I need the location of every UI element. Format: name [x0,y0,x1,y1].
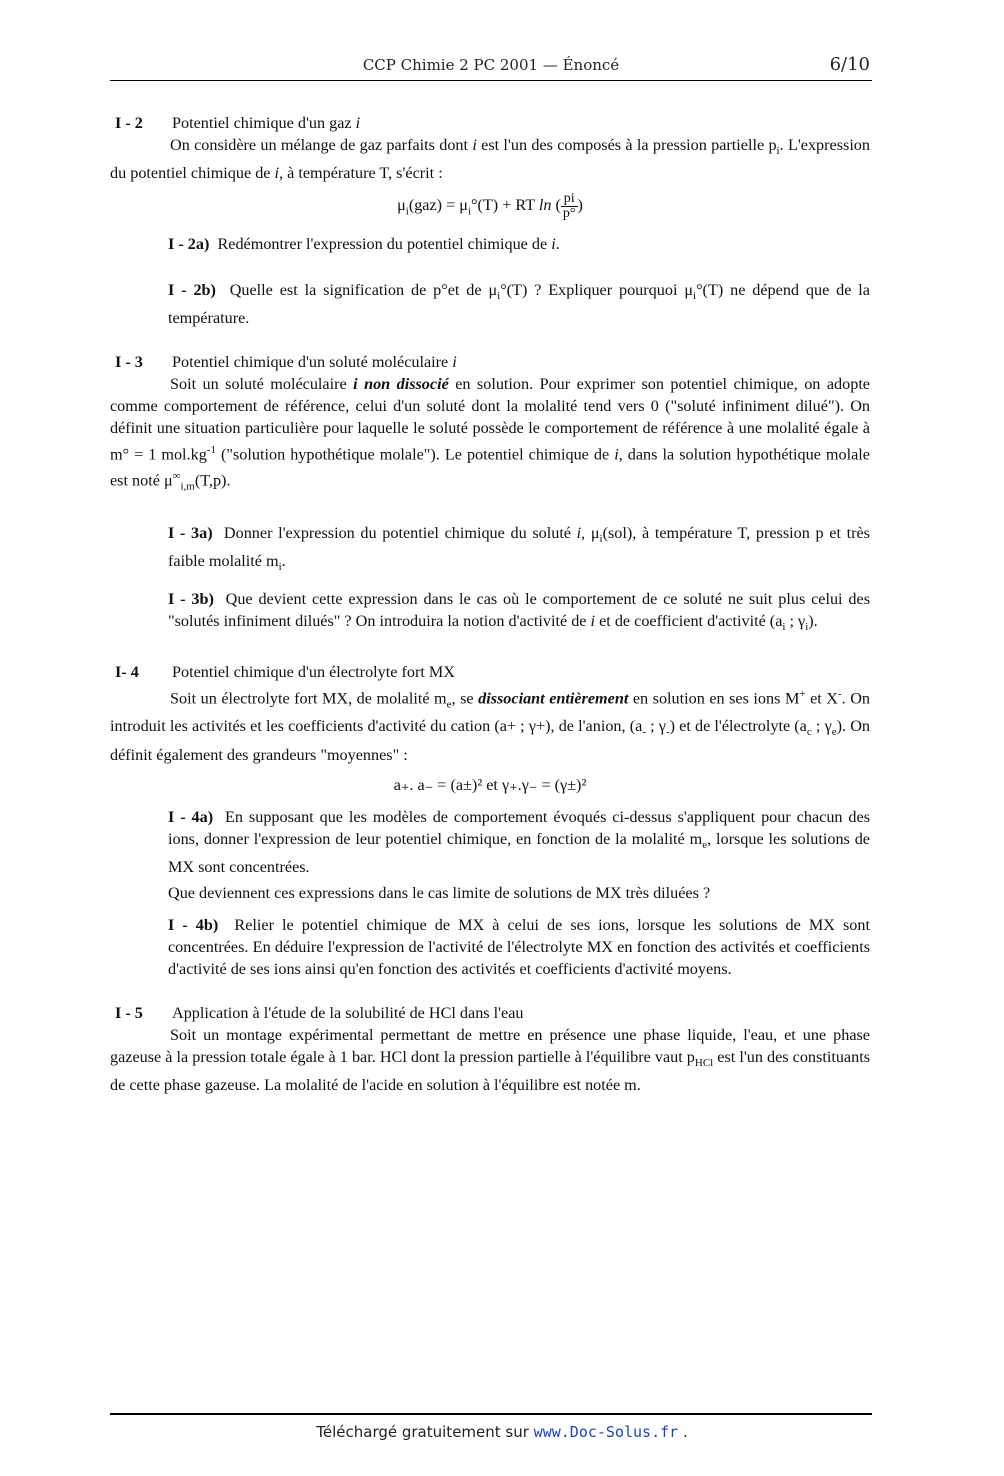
section-number: I - 2 [115,114,143,132]
section-heading [110,112,870,134]
question-i-4b: I - 4b) Relier le potentiel chimique de MX à celui de ses ions, lorsque les solutions de MX sont concentrées. En déduire l'expression de l'activité de l'électrolyte MX en fonction des activités et coefficients d'activité de ses ions ainsi qu'en fonction des activités et coefficients d'activité moyens. [168,915,870,978]
section-heading [110,1002,870,1024]
question-i-3a: I - 3a) Donner l'expression du potentiel chimique du soluté i, $\mu_i(sol)$, à température T, pression p et très faible molalité $m_i$. [168,523,870,574]
question-i-2a: I - 2a) Redémontrer l'expression du potentiel chimique de i. [168,234,560,253]
doc-solus-link[interactable]: www.Doc-Solus.fr [533,1423,679,1441]
section-title: Potentiel chimique d'un soluté moléculaire i [172,352,457,371]
section-paragraph: Soit un soluté moléculaire i non dissocié en solution. Pour exprimer son potentiel chimique, on adopte comme comportement de référence, celui d'un soluté dont la molalité tend vers 0 ("soluté infiniment dilué"). On définit une situation particulière pour laquelle le soluté possède le comportement de référence à une molalité égale à m° = 1 $mol.kg^{-1}$ ("solution hypothétique molale"). Le potentiel chimique de i, dans la solution hypothétique molale est noté $\mu^\infty_{i,m}(T,p)$. [110,374,870,493]
section-i-3 [110,351,870,639]
section-number: I- 4 [115,662,139,681]
footer-rule [110,1413,872,1415]
document-body [110,112,870,1118]
section-number: I - 3 [115,352,143,371]
section-i-2 [110,112,870,329]
formula-gas-potential: $\mu_i(gaz) = \mu_i^\circ(T)$ + RT ln ( $\frac{pi}{p^\circ}$ ) [397,191,583,222]
section-heading [110,351,870,373]
document-title: CCP Chimie 2 PC 2001 — Énoncé [362,56,620,74]
question-i-3b: I - 3b) Que devient cette expression dans le cas où le comportement de ce soluté ne suit plus celui des "solutés infiniment dilués" ? On introduira la notion d'activité de i et de coefficient d'activité ($a_i$ ; $\gamma_i$). [168,590,870,634]
section-heading [110,661,870,683]
section-i-4 [110,661,870,980]
fraction: $\frac{pi}{p^\circ}$ [562,191,576,222]
question-i-4a: I - 4a) En supposant que les modèles de comportement évoqués ci-dessus s'appliquent pour chacun des ions, donner l'expression de leur potentiel chimique, en fonction de la molalité $m_e$, lorsque les solutions de MX sont concentrées. [168,807,871,876]
section-i-5 [110,1002,870,1096]
page-header [110,56,872,78]
section-title: Application à l'étude de la solubilité de HCl dans l'eau [172,1003,524,1022]
page-footer: Téléchargé gratuitement sur www.Doc-Solus.fr . [316,1423,688,1441]
section-paragraph: Soit un électrolyte fort MX, de molalité $m_e$, se dissociant entièrement en solution en ses ions M+ et X-. On introduit les activités et les coefficients d'activité du cation (a+ ; γ+), de l'anion, ($a_-$ ; $\gamma_-$) et de l'électrolyte ($a_c$ ; $\gamma_e$). On définit également des grandeurs "moyennes" : [110,687,871,764]
question-i-4a-followup: Que deviennent ces expressions dans le cas limite de solutions de MX très diluées ? [168,883,711,902]
section-title: Potentiel chimique d'un gaz i [172,114,361,132]
section-number: I - 5 [115,1003,143,1022]
page-number: 6/10 [829,54,870,75]
section-title: Potentiel chimique d'un électrolyte fort MX [172,662,455,681]
question-i-2b: I - 2b) Quelle est la signification de p°et de $\mu_i^\circ(T)$ ? Expliquer pourquoi $\mu_i^\circ(T)$ ne dépend que de la température. [168,280,870,327]
header-rule [110,80,872,81]
section-paragraph: Soit un montage expérimental permettant de mettre en présence une phase liquide, l'eau, et une phase gazeuse à la pression totale égale à 1 bar. HCl dont la pression partielle à l'équilibre vaut $p_{HCl}$ est l'un des constituants de cette phase gazeuse. La molalité de l'acide en solution à l'équilibre est notée m. [110,1025,870,1094]
formula-mean-activity: a₊. a₋ = (a±)² et γ₊.γ₋ = (γ±)² [393,775,587,794]
section-paragraph: On considère un mélange de gaz parfaits dont i est l'un des composés à la pression partielle $p_i$. L'expression du potentiel chimique de i, à température T, s'écrit : [110,136,870,183]
